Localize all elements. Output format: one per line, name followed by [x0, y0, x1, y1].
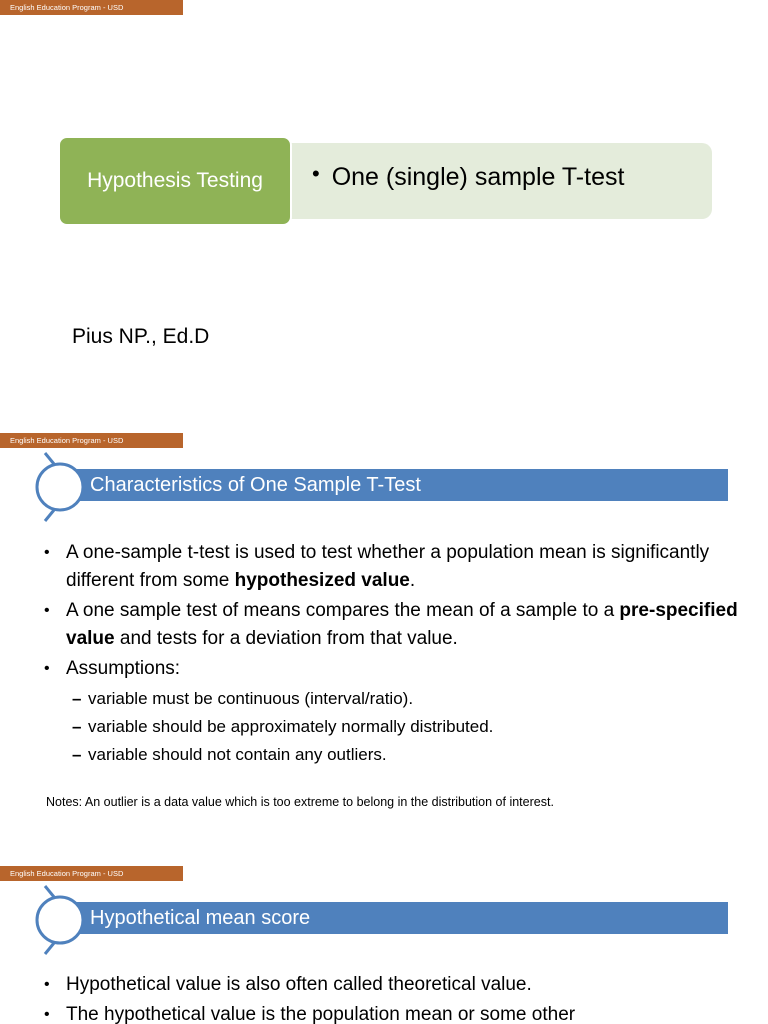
program-tag: English Education Program - USD [0, 0, 183, 15]
dash-icon: – [72, 717, 82, 736]
list-item [44, 1001, 738, 1024]
author-name: Pius NP., Ed.D [72, 325, 210, 348]
bullet-text: Hypothetical value is also often called theoretical value. [66, 974, 532, 995]
dash-icon: – [72, 689, 82, 708]
bullet-icon: • [44, 1006, 50, 1023]
bullet-list [44, 539, 738, 769]
hypothesis-box [58, 136, 292, 226]
slide-1 [0, 0, 768, 433]
notes-text: Notes: An outlier is a data value which is too extreme to belong in the distribution of interest. [46, 795, 554, 809]
bullet-icon: • [44, 976, 50, 993]
slide-title-band [60, 902, 728, 934]
bullet-icon: • [44, 544, 50, 561]
hypothesis-label: Hypothesis Testing [87, 169, 263, 192]
bullet-text: The hypothetical value is the population mean or some other [66, 1004, 576, 1024]
sub-bullet-text: variable should not contain any outliers. [88, 745, 387, 764]
program-tag: English Education Program - USD [0, 866, 183, 881]
slide-3 [0, 866, 768, 1024]
bullet-icon: • [44, 660, 50, 677]
bullet-list [44, 971, 738, 1024]
bullet-icon: • [44, 602, 50, 619]
program-tag: English Education Program - USD [0, 433, 183, 448]
bullet-icon: • [312, 160, 320, 186]
sub-bullet-text: variable must be continuous (interval/ratio). [88, 689, 414, 708]
sub-bullet-text: variable should be approximately normally distributed. [88, 717, 494, 736]
list-item [44, 971, 738, 999]
slide-title-band [60, 469, 728, 501]
bullet-text: A one sample test of means compares the mean of a sample to a pre-specified value and tests for a deviation from that value. [66, 600, 738, 649]
dash-icon: – [72, 745, 82, 764]
list-item [44, 539, 738, 595]
circle-bracket-icon [34, 449, 90, 525]
sub-list-item [44, 713, 738, 741]
topic-bullet [312, 160, 625, 192]
bullet-text: Assumptions: [66, 658, 181, 679]
list-item [44, 597, 738, 653]
slide-2 [0, 433, 768, 866]
slide-title: Characteristics of One Sample T-Test [90, 474, 421, 496]
slide-title: Hypothetical mean score [90, 907, 311, 929]
circle-bracket-icon [34, 882, 90, 958]
topic-text: One (single) sample T-test [331, 163, 625, 191]
sub-list-item [44, 741, 738, 769]
bullet-text: A one-sample t-test is used to test whether a population mean is significantly different from some hypothesized value. [66, 542, 710, 591]
list-item [44, 655, 738, 683]
sub-list-item [44, 685, 738, 713]
